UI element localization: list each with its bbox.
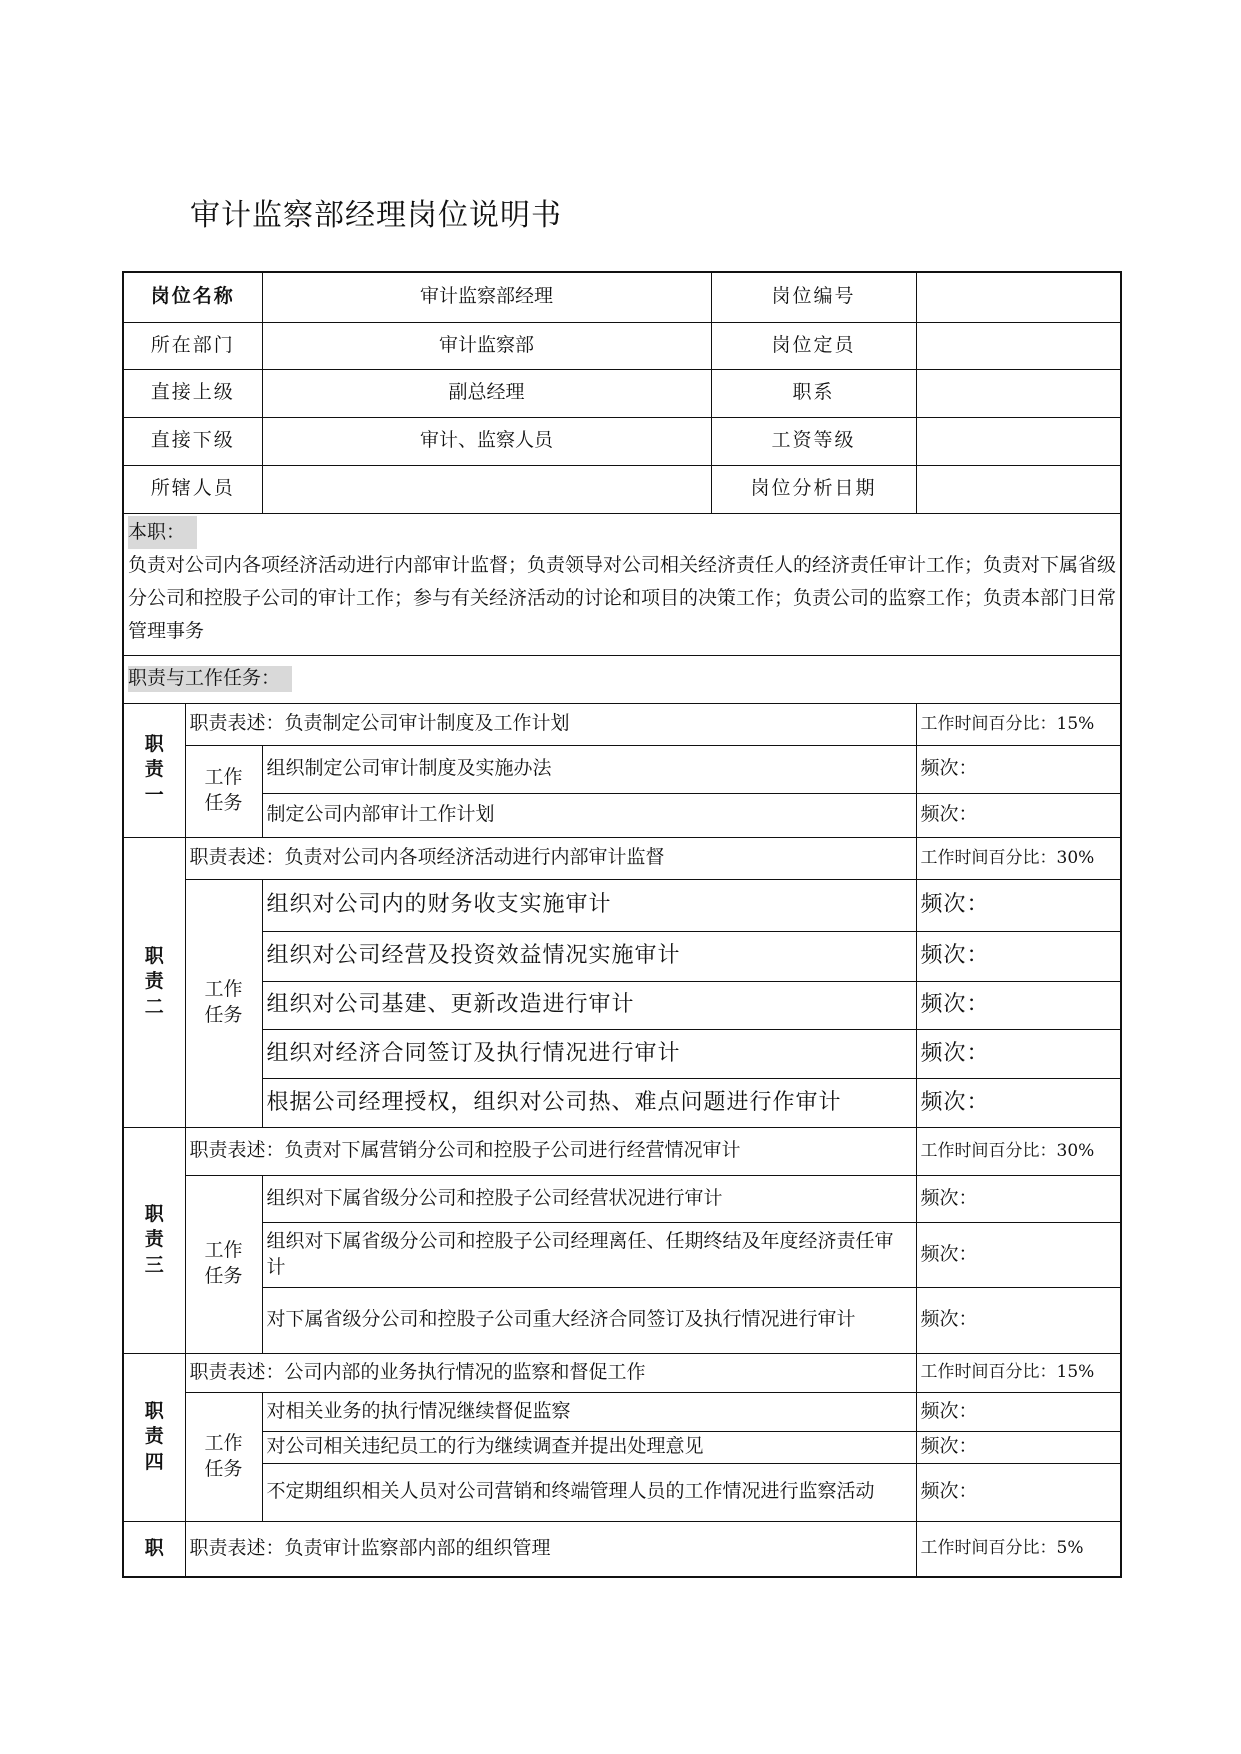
- task-text: 对下属省级分公司和控股子公司重大经济合同签订及执行情况进行审计: [262, 1287, 916, 1353]
- info-value: 审计、监察人员: [262, 417, 711, 465]
- task-frequency: 频次：: [916, 981, 1121, 1029]
- info-label: 工资等级: [711, 417, 916, 465]
- info-label: 职系: [711, 369, 916, 417]
- duty-percentage: 工作时间百分比：30%: [916, 1127, 1121, 1175]
- info-value: 审计监察部: [262, 322, 711, 369]
- duty-label: 职 责 三: [123, 1127, 185, 1353]
- duty-percentage: 工作时间百分比：30%: [916, 837, 1121, 879]
- duty-desc: 职责表述：负责制定公司审计制度及工作计划: [185, 703, 916, 745]
- info-label: 所在部门: [123, 322, 262, 369]
- duty-percentage: 工作时间百分比：15%: [916, 1353, 1121, 1392]
- info-value: [916, 369, 1121, 417]
- task-row: [123, 1175, 1121, 1222]
- task-text: 对公司相关违纪员工的行为继续调查并提出处理意见: [262, 1431, 916, 1463]
- info-value: 副总经理: [262, 369, 711, 417]
- task-text: 对相关业务的执行情况继续督促监察: [262, 1392, 916, 1431]
- task-row: [123, 1392, 1121, 1431]
- task-label: 工作 任务: [185, 745, 262, 837]
- task-text: 组织对公司基建、更新改造进行审计: [262, 981, 916, 1029]
- info-value: [916, 465, 1121, 513]
- duty-label: 职 责 二: [123, 837, 185, 1127]
- task-frequency: 频次：: [916, 793, 1121, 837]
- info-label: 岗位编号: [711, 272, 916, 322]
- page-title: 审计监察部经理岗位说明书: [190, 198, 562, 233]
- task-frequency: 频次：: [916, 1222, 1121, 1287]
- info-label: 岗位定员: [711, 322, 916, 369]
- task-frequency: 频次：: [916, 1175, 1121, 1222]
- info-label: 所辖人员: [123, 465, 262, 513]
- task-row: [123, 1222, 1121, 1287]
- info-label: 岗位分析日期: [711, 465, 916, 513]
- task-row: [123, 1287, 1121, 1353]
- duty-desc-row: [123, 837, 1121, 879]
- task-frequency: 频次：: [916, 1431, 1121, 1463]
- duty-label: 职: [123, 1521, 185, 1577]
- duty-desc: 职责表述：负责对公司内各项经济活动进行内部审计监督: [185, 837, 916, 879]
- task-frequency: 频次：: [916, 1029, 1121, 1078]
- task-row: [123, 793, 1121, 837]
- role-heading: 本职：: [128, 516, 197, 549]
- task-row: [123, 1078, 1121, 1127]
- task-row: [123, 1463, 1121, 1521]
- duty-desc: 职责表述：公司内部的业务执行情况的监察和督促工作: [185, 1353, 916, 1392]
- info-label: 直接上级: [123, 369, 262, 417]
- task-row: [123, 931, 1121, 981]
- info-label: 岗位名称: [123, 272, 262, 322]
- duty-desc: 职责表述：负责审计监察部内部的组织管理: [185, 1521, 916, 1577]
- info-row: [123, 417, 1121, 465]
- task-text: 组织对公司内的财务收支实施审计: [262, 879, 916, 931]
- role-summary-cell: [123, 513, 1121, 655]
- info-row: [123, 369, 1121, 417]
- info-value: [262, 465, 711, 513]
- task-text: 组织对经济合同签订及执行情况进行审计: [262, 1029, 916, 1078]
- task-frequency: 频次：: [916, 931, 1121, 981]
- task-frequency: 频次：: [916, 1078, 1121, 1127]
- role-summary-row: [123, 513, 1121, 655]
- job-description-table: [122, 271, 1122, 1578]
- task-text: 组织对下属省级分公司和控股子公司经营状况进行审计: [262, 1175, 916, 1222]
- role-text: 负责对公司内各项经济活动进行内部审计监督；负责领导对公司相关经济责任人的经济责任审计工作；负责对下属省级分公司和控股子公司的审计工作；参与有关经济活动的讨论和项目的决策工作；负责公司的监察工作；负责本部门日常管理事务: [128, 553, 1117, 643]
- task-row: [123, 879, 1121, 931]
- duty-label: 职 责 一: [123, 703, 185, 837]
- task-frequency: 频次：: [916, 1392, 1121, 1431]
- task-label: 工作 任务: [185, 1392, 262, 1521]
- task-frequency: 频次：: [916, 1287, 1121, 1353]
- info-row: [123, 322, 1121, 369]
- info-label: 直接下级: [123, 417, 262, 465]
- task-text: 组织对公司经营及投资效益情况实施审计: [262, 931, 916, 981]
- task-frequency: 频次：: [916, 879, 1121, 931]
- task-text: 不定期组织相关人员对公司营销和终端管理人员的工作情况进行监察活动: [262, 1463, 916, 1521]
- duty-desc-row: [123, 1353, 1121, 1392]
- task-frequency: 频次：: [916, 745, 1121, 793]
- info-row: [123, 272, 1121, 322]
- task-text: 组织对下属省级分公司和控股子公司经理离任、任期终结及年度经济责任审计: [262, 1222, 916, 1287]
- duty-desc-row: [123, 1521, 1121, 1577]
- info-value: [916, 322, 1121, 369]
- info-value: 审计监察部经理: [262, 272, 711, 322]
- duties-heading: 职责与工作任务：: [128, 666, 292, 692]
- duties-heading-row: [123, 655, 1121, 703]
- duty-label: 职 责 四: [123, 1353, 185, 1521]
- task-row: [123, 1431, 1121, 1463]
- info-value: [916, 272, 1121, 322]
- duty-desc: 职责表述：负责对下属营销分公司和控股子公司进行经营情况审计: [185, 1127, 916, 1175]
- task-label: 工作 任务: [185, 1175, 262, 1353]
- info-row: [123, 465, 1121, 513]
- duty-percentage: 工作时间百分比：15%: [916, 703, 1121, 745]
- task-row: [123, 1029, 1121, 1078]
- task-text: 制定公司内部审计工作计划: [262, 793, 916, 837]
- task-frequency: 频次：: [916, 1463, 1121, 1521]
- task-row: [123, 981, 1121, 1029]
- task-label: 工作 任务: [185, 879, 262, 1127]
- info-value: [916, 417, 1121, 465]
- duty-desc-row: [123, 703, 1121, 745]
- duty-percentage: 工作时间百分比：5%: [916, 1521, 1121, 1577]
- task-row: [123, 745, 1121, 793]
- task-text: 组织制定公司审计制度及实施办法: [262, 745, 916, 793]
- task-text: 根据公司经理授权，组织对公司热、难点问题进行作审计: [262, 1078, 916, 1127]
- duty-desc-row: [123, 1127, 1121, 1175]
